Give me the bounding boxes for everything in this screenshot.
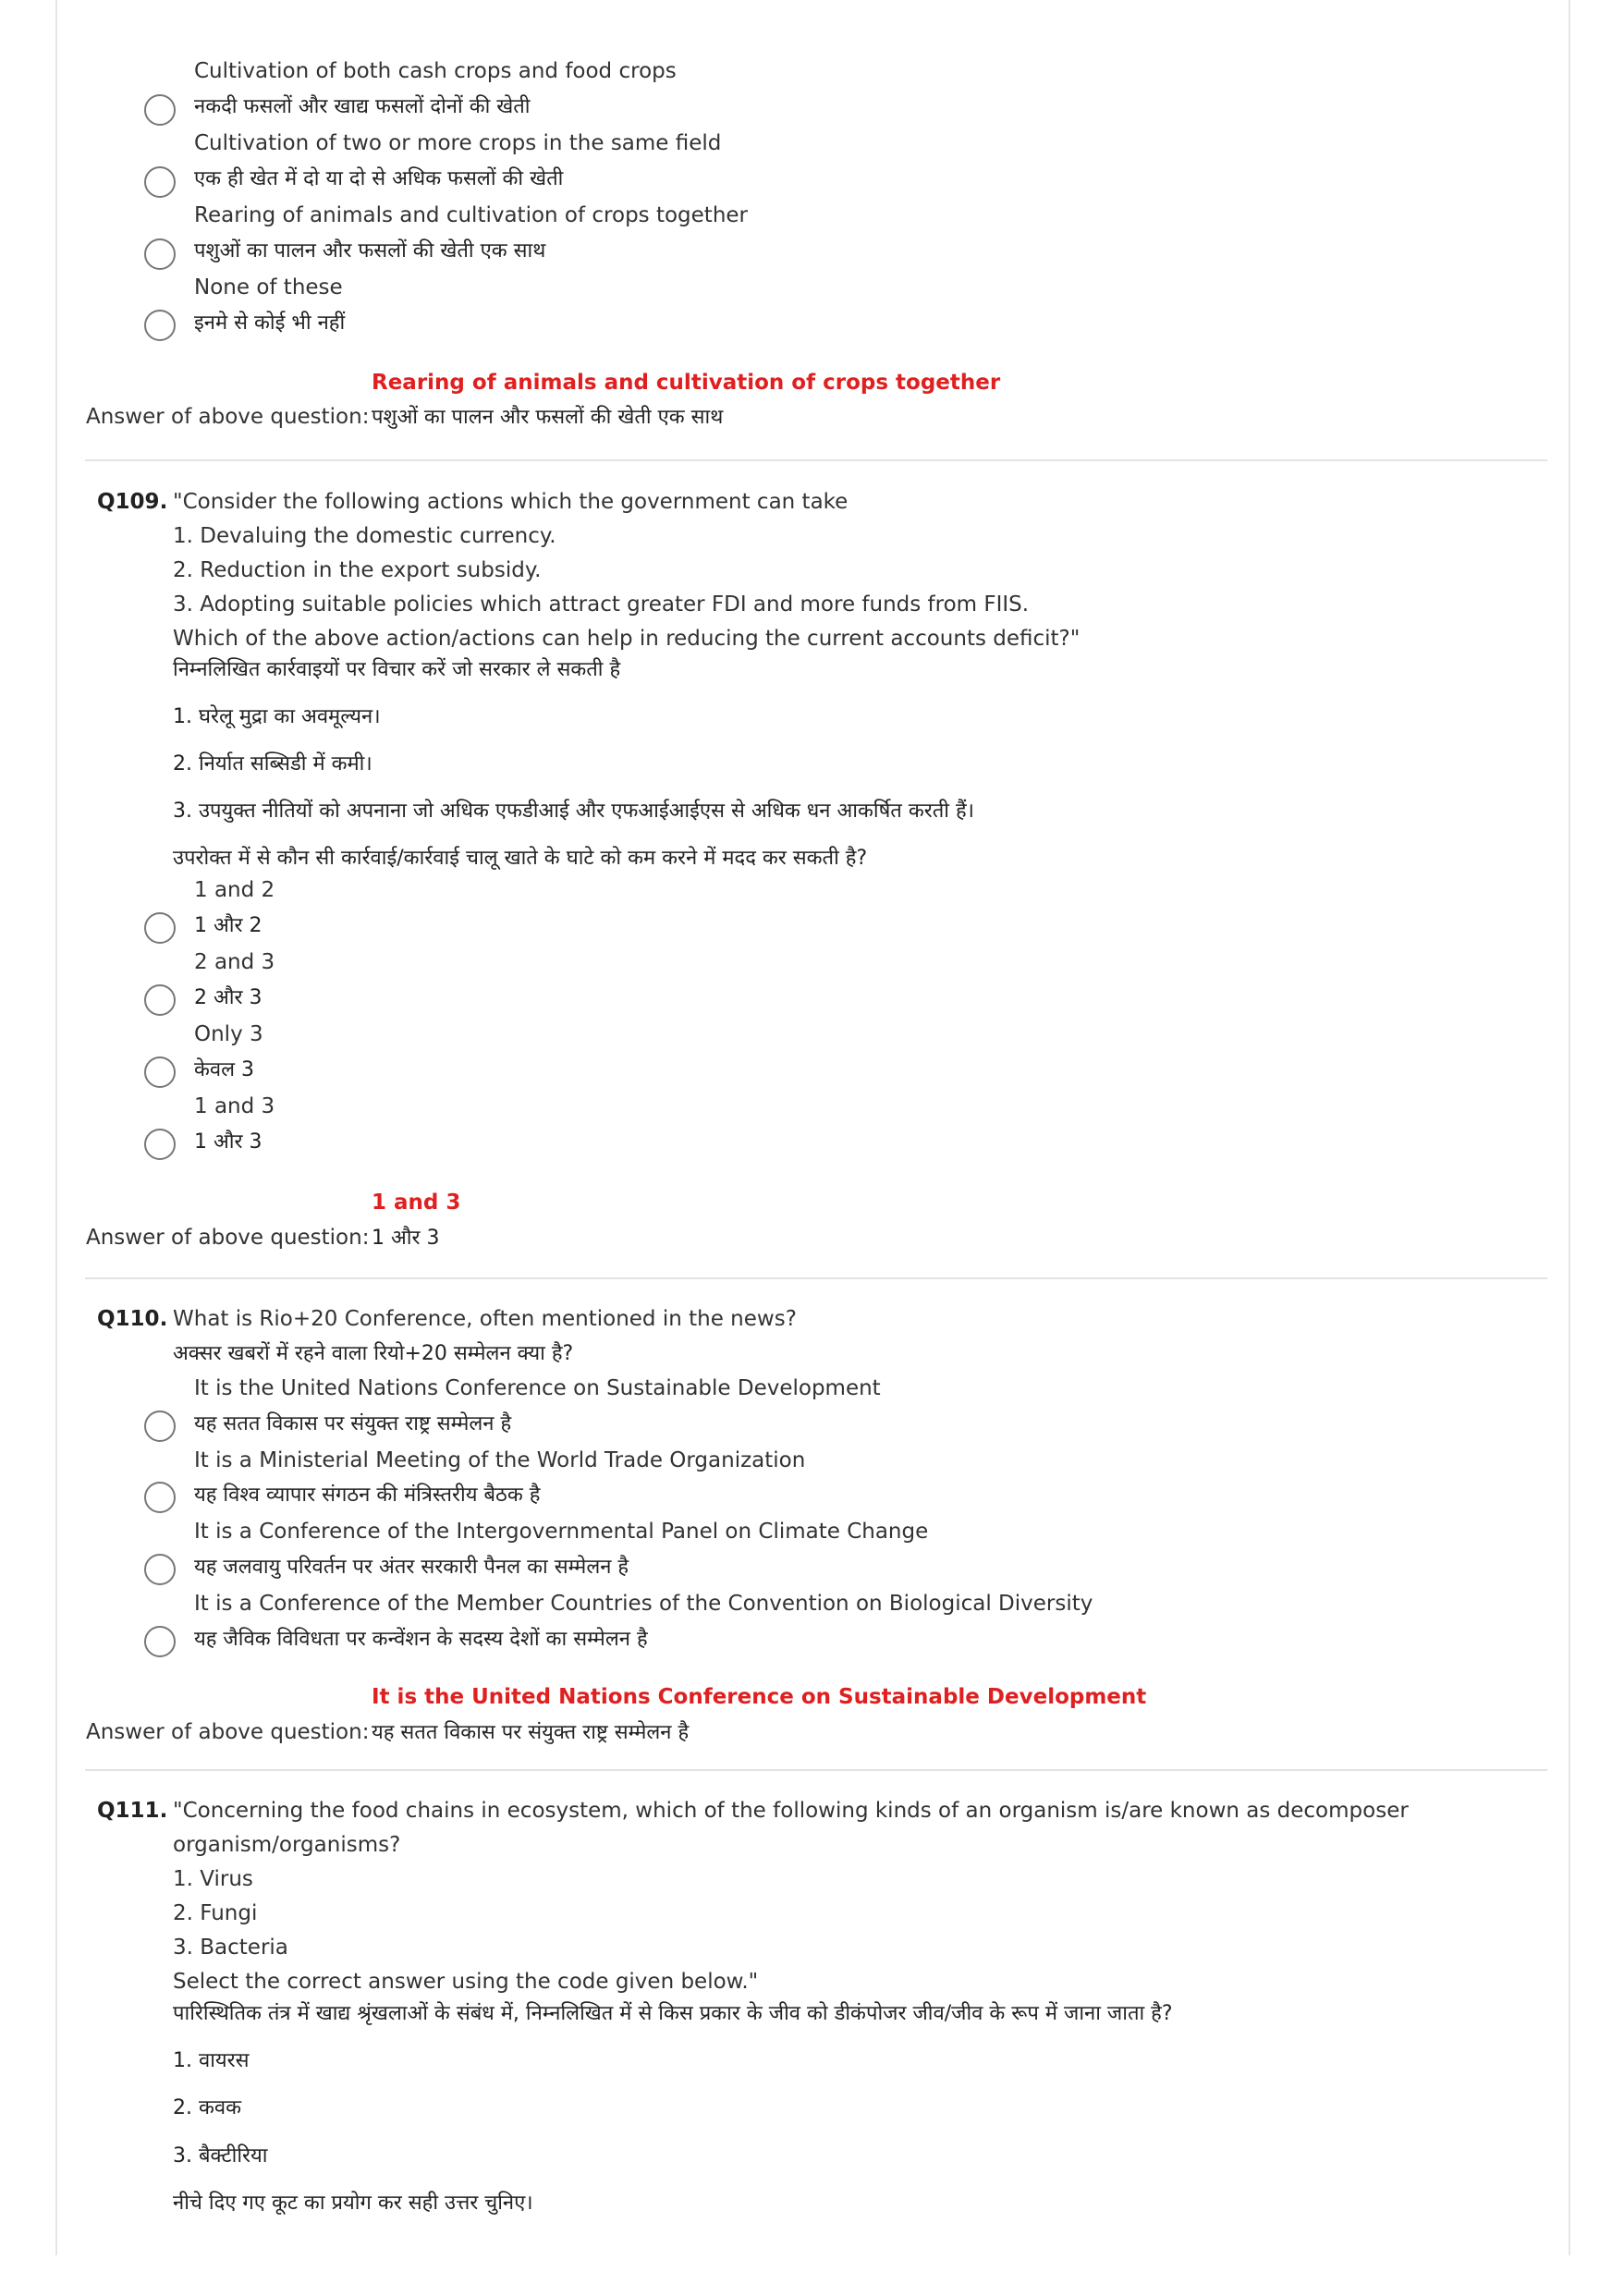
question-text-en: "Concerning the food chains in ecosystem, which of the following kinds of an organism is/are known as decomposer	[173, 1799, 1409, 1823]
divider	[85, 459, 1547, 461]
option-radio[interactable]	[144, 166, 176, 198]
option-text-en: 2 and 3	[194, 950, 275, 974]
question-text-hi: 3. उपयुक्त नीतियों को अपनाना जो अधिक एफडीआई और एफआईआईएस से अधिक धन आकर्षित करती हैं।	[173, 800, 974, 823]
question-text-en: 3. Bacteria	[173, 1936, 288, 1960]
answer-hindi: पशुओं का पालन और फसलों की खेती एक साथ	[372, 406, 724, 429]
divider	[85, 1769, 1547, 1771]
option-radio[interactable]	[144, 1411, 176, 1442]
option-text-en: It is a Ministerial Meeting of the World Trade Organization	[194, 1448, 806, 1472]
question-text-hi: 1. वायरस	[173, 2049, 250, 2072]
question-text-en: organism/organisms?	[173, 1833, 401, 1857]
question-number: Q110.	[97, 1307, 168, 1331]
answer-hindi: यह सतत विकास पर संयुक्त राष्ट्र सम्मेलन है	[372, 1721, 690, 1744]
answer-english: It is the United Nations Conference on Sustainable Development	[372, 1685, 1147, 1709]
option-radio[interactable]	[144, 1482, 176, 1513]
question-text-en: What is Rio+20 Conference, often mentioned in the news?	[173, 1307, 797, 1331]
question-text-hi: 3. बैक्टीरिया	[173, 2144, 268, 2168]
option-text-en: It is a Conference of the Member Countries of the Convention on Biological Diversity	[194, 1592, 1093, 1616]
option-text-hi: 2 और 3	[194, 986, 263, 1009]
question-text-en: 2. Reduction in the export subsidy.	[173, 558, 542, 582]
question-number: Q109.	[97, 490, 168, 514]
option-text-hi: इनमे से कोई भी नहीं	[194, 311, 346, 335]
question-text-hi: 2. निर्यात सब्सिडी में कमी।	[173, 752, 372, 776]
option-text-hi: पशुओं का पालन और फसलों की खेती एक साथ	[194, 239, 546, 263]
answer-label: Answer of above question:	[86, 405, 370, 429]
option-text-en: Cultivation of both cash crops and food crops	[194, 59, 677, 83]
option-text-en: Rearing of animals and cultivation of crops together	[194, 203, 749, 227]
answer-english: 1 and 3	[372, 1191, 461, 1215]
question-text-en: 2. Fungi	[173, 1901, 258, 1925]
option-text-hi: नकदी फसलों और खाद्य फसलों दोनों की खेती	[194, 95, 531, 118]
option-radio[interactable]	[144, 1056, 176, 1088]
left-margin-line	[55, 0, 57, 2255]
question-text-en: Select the correct answer using the code given below."	[173, 1970, 759, 1994]
question-text-en: 3. Adopting suitable policies which attract greater FDI and more funds from FIIS.	[173, 592, 1030, 617]
option-radio[interactable]	[144, 1554, 176, 1585]
answer-label: Answer of above question:	[86, 1720, 370, 1744]
answer-label: Answer of above question:	[86, 1226, 370, 1250]
option-radio[interactable]	[144, 1626, 176, 1657]
option-text-en: 1 and 3	[194, 1094, 275, 1118]
question-text-hi: नीचे दिए गए कूट का प्रयोग कर सही उत्तर चुनिए।	[173, 2192, 533, 2215]
option-text-hi: 1 और 3	[194, 1130, 263, 1154]
option-radio[interactable]	[144, 912, 176, 944]
question-text-hi: 2. कवक	[173, 2096, 242, 2119]
option-radio[interactable]	[144, 1129, 176, 1160]
answer-english: Rearing of animals and cultivation of crops together	[372, 371, 1001, 395]
option-text-hi: एक ही खेत में दो या दो से अधिक फसलों की खेती	[194, 167, 564, 190]
option-text-en: It is a Conference of the Intergovernmental Panel on Climate Change	[194, 1520, 929, 1544]
option-text-en: It is the United Nations Conference on Sustainable Development	[194, 1376, 881, 1400]
option-text-en: Only 3	[194, 1022, 263, 1046]
question-text-en: 1. Devaluing the domestic currency.	[173, 524, 556, 548]
option-radio[interactable]	[144, 94, 176, 126]
option-text-en: 1 and 2	[194, 878, 275, 902]
option-text-en: Cultivation of two or more crops in the same field	[194, 131, 722, 155]
question-text-en: 1. Virus	[173, 1867, 253, 1891]
option-radio[interactable]	[144, 984, 176, 1016]
divider	[85, 1277, 1547, 1279]
right-margin-line	[1569, 0, 1570, 2255]
option-text-en: None of these	[194, 275, 343, 299]
option-text-hi: यह जलवायु परिवर्तन पर अंतर सरकारी पैनल का सम्मेलन है	[194, 1556, 629, 1579]
question-text-hi: अक्सर खबरों में रहने वाला रियो+20 सम्मेलन क्या है?	[173, 1342, 574, 1365]
question-text-hi: उपरोक्त में से कौन सी कार्रवाई/कार्रवाई चालू खाते के घाटे को कम करने में मदद कर सकती है?	[173, 847, 868, 870]
option-text-hi: यह जैविक विविधता पर कन्वेंशन के सदस्य देशों का सम्मेलन है	[194, 1628, 648, 1651]
option-text-hi: यह सतत विकास पर संयुक्त राष्ट्र सम्मेलन है	[194, 1412, 512, 1435]
question-text-en: Which of the above action/actions can help in reducing the current accounts deficit?"	[173, 627, 1081, 651]
question-text-hi: निम्नलिखित कार्रवाइयों पर विचार करें जो सरकार ले सकती है	[173, 658, 621, 681]
question-text-hi: 1. घरेलू मुद्रा का अवमूल्यन।	[173, 705, 381, 728]
option-text-hi: केवल 3	[194, 1058, 255, 1081]
option-text-hi: यह विश्व व्यापार संगठन की मंत्रिस्तरीय बैठक है	[194, 1484, 541, 1507]
answer-hindi: 1 और 3	[372, 1227, 440, 1250]
question-text-en: "Consider the following actions which the government can take	[173, 490, 849, 514]
question-text-hi: पारिस्थितिक तंत्र में खाद्य श्रृंखलाओं के संबंध में, निम्नलिखित में से किस प्रकार के जीव को डीकंपोजर जीव/जीव के रूप में जाना जाता है?	[173, 2002, 1173, 2025]
question-number: Q111.	[97, 1799, 168, 1823]
option-text-hi: 1 और 2	[194, 914, 263, 937]
option-radio[interactable]	[144, 238, 176, 270]
option-radio[interactable]	[144, 310, 176, 341]
